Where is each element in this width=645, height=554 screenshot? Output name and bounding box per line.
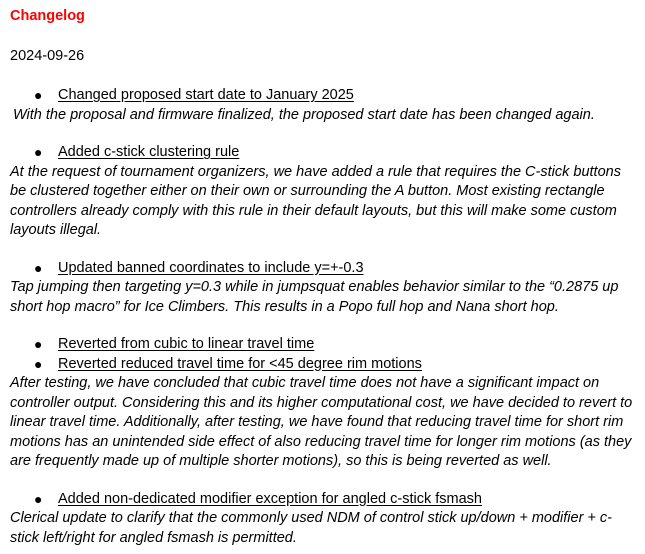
bullet-icon: ●: [34, 144, 43, 160]
changelog-entry: [10, 86, 638, 125]
entry-item-label: Reverted from cubic to linear travel time: [58, 336, 315, 352]
entry-item: [10, 143, 638, 163]
entry-item-list: [10, 490, 638, 510]
entry-item-label: Updated banned coordinates to include y=+-0.3: [58, 259, 364, 276]
changelog-document: [10, 6, 638, 548]
entry-description: After testing, we have concluded that cubic travel time does not have a significant impact on controller output. Considering this and its higher computational cost, we have decided to revert to linear travel time. Additionally, after testing, we have found that reducing travel time for short rim motions has an unintended side effect of also reducing travel time for longer rim motions (as they are frequently made up of multiple shorter motions), so this is being reverted as well.: [10, 375, 633, 469]
entry-item-label: Changed proposed start date to January 2025: [58, 87, 354, 103]
bullet-icon: ●: [34, 355, 43, 372]
bullet-icon: ●: [34, 259, 43, 276]
entry-item: [10, 335, 638, 355]
changelog-entry: [10, 335, 638, 472]
entry-description: With the proposal and firmware finalized, the proposed start date has been changed again.: [13, 106, 595, 123]
entry-description: Clerical update to clarify that the commonly used NDM of control stick up/down + modifier + c-stick left/right for angled fsmash is permitted.: [10, 510, 613, 546]
entry-item-list: [10, 335, 638, 374]
entry-description: At the request of tournament organizers, we have added a rule that requires the C-stick buttons be clustered together either on their own or surrounding the A button. Most existing rectangle controllers already comply with this rule in their default layouts, but this will make some custom layouts illegal.: [10, 163, 621, 238]
entry-item-list: [10, 259, 638, 279]
bullet-icon: ●: [34, 336, 43, 352]
entry-item-label: Reverted reduced travel time for <45 degree rim motions: [58, 355, 422, 372]
changelog-entry: [10, 143, 638, 241]
changelog-entry: [10, 259, 638, 318]
entry-item-label: Added c-stick clustering rule: [58, 144, 240, 160]
bullet-icon: ●: [34, 87, 43, 103]
bullet-icon: ●: [34, 490, 43, 507]
entry-item-list: [10, 86, 638, 106]
entry-item: [10, 355, 638, 375]
entry-item-list: [10, 143, 638, 163]
entry-item-label: Added non-dedicated modifier exception for angled c-stick fsmash: [58, 490, 482, 507]
changelog-title: Changelog: [10, 8, 85, 24]
entry-item: [10, 490, 638, 510]
entry-item: [10, 259, 638, 279]
changelog-date: 2024-09-26: [10, 48, 85, 64]
entry-description: Tap jumping then targeting y=0.3 while in jumpsquat enables behavior similar to the “0.2875 up short hop macro” for Ice Climbers. This results in a Popo full hop and Nana short hop.: [10, 279, 619, 315]
entry-item: [10, 86, 638, 106]
changelog-entry: [10, 490, 638, 549]
